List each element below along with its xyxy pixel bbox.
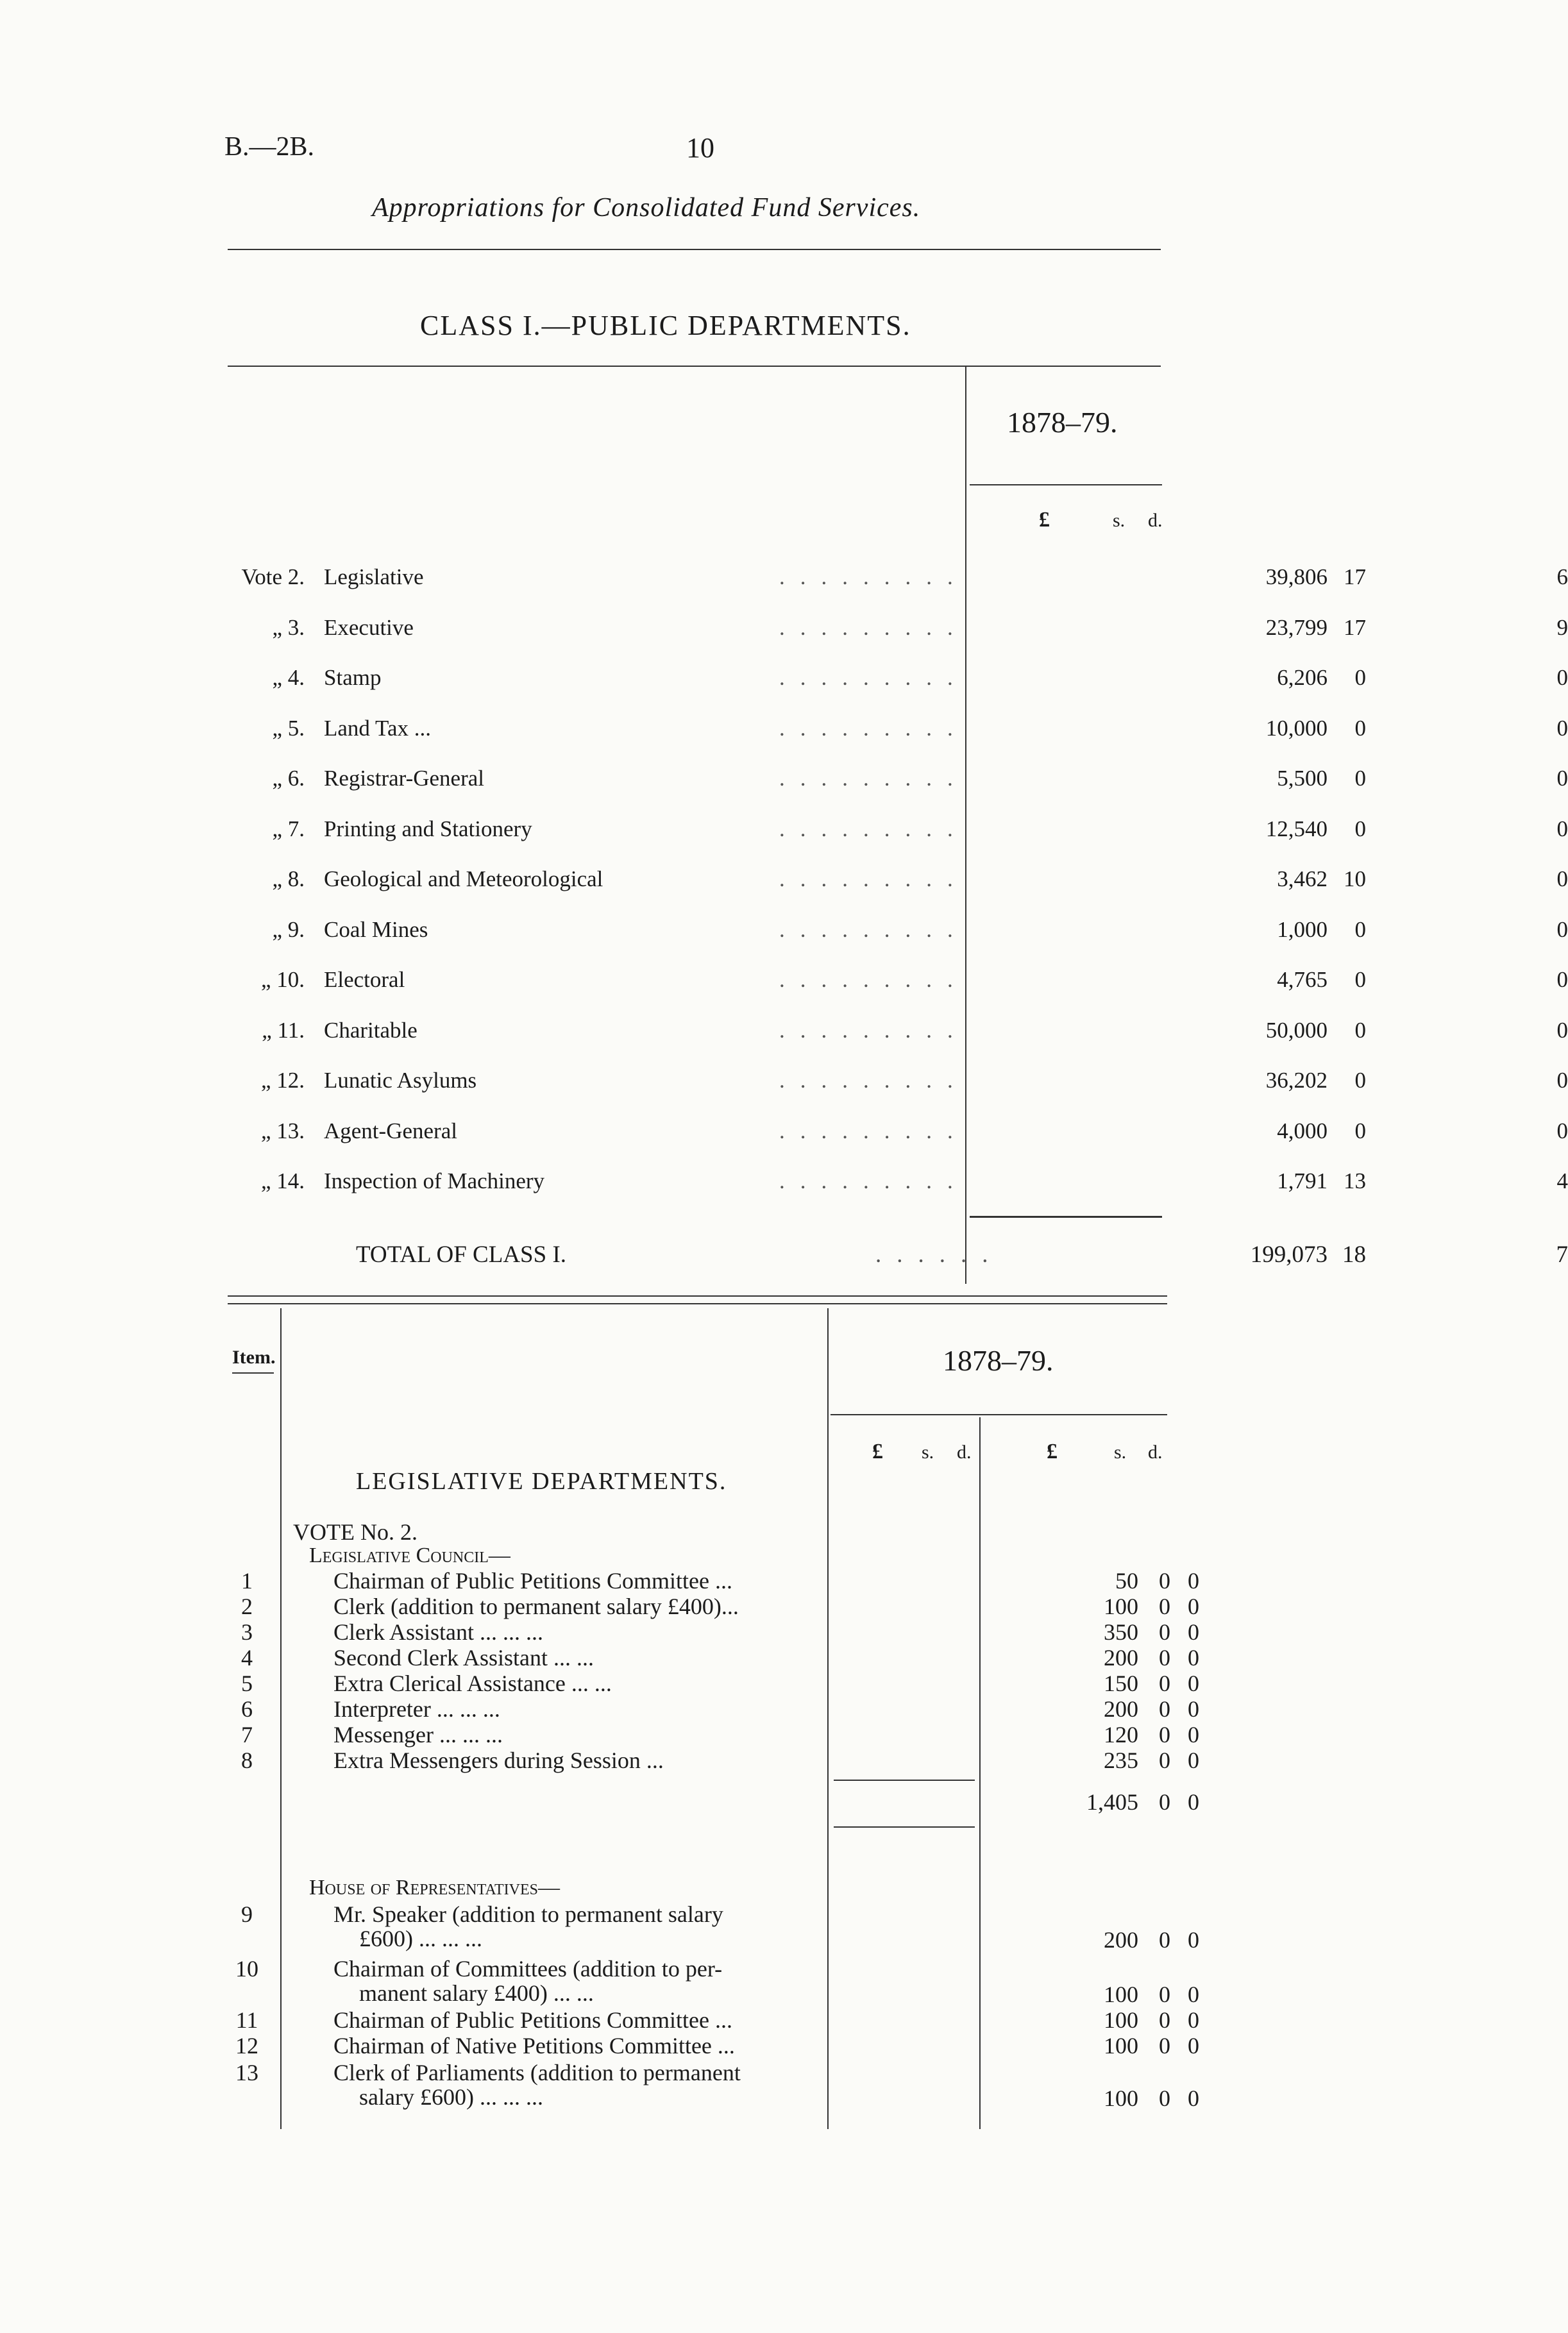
vote-pence: 0: [1556, 1017, 1568, 1043]
summary-year: 1878–79.: [1007, 406, 1118, 439]
vote-number: „ 7.: [272, 816, 305, 841]
council-heading: Legislative Council—: [309, 1544, 510, 1567]
item-number: 11: [235, 2007, 258, 2033]
item-pence: 0: [1188, 1927, 1199, 1953]
vote-shillings: 0: [1354, 1017, 1366, 1043]
vote-shillings: 13: [1344, 1168, 1366, 1193]
summary-top-rule: [228, 366, 1161, 367]
item-number: 2: [241, 1594, 253, 1619]
vote-pence: 0: [1556, 715, 1568, 741]
vote-label: Electoral: [324, 967, 405, 992]
item-label-continued: salary £600) ... ... ...: [359, 2084, 543, 2110]
vote-pounds: 4,000: [1277, 1118, 1328, 1143]
item-pence: 0: [1188, 2007, 1199, 2033]
vote-label: Land Tax ...: [324, 715, 432, 741]
item-pounds: 200: [1104, 1696, 1138, 1722]
vote-number: „ 13.: [260, 1118, 305, 1143]
summary-row: [228, 665, 1568, 707]
house-item-row: [228, 1956, 1241, 2010]
vote-pounds: 3,462: [1277, 866, 1328, 891]
item-shillings: 0: [1159, 1619, 1170, 1645]
vote-pence: 0: [1556, 967, 1568, 992]
item-label-continued: manent salary £400) ... ...: [359, 1980, 594, 2006]
item-number: 10: [235, 1956, 258, 1982]
item-label: Chairman of Public Petitions Committee ...: [333, 1568, 732, 1594]
vote-shillings: 0: [1354, 665, 1366, 690]
vote-shillings: 17: [1344, 564, 1366, 589]
vote-shillings: 0: [1354, 1068, 1366, 1093]
item-pence: 0: [1188, 1696, 1199, 1722]
page-title: Appropriations for Consolidated Fund Services.: [372, 193, 921, 223]
detail-pence-header-2: d.: [1148, 1442, 1163, 1463]
item-pounds: 235: [1104, 1748, 1138, 1773]
vote-label: Lunatic Asylums: [324, 1068, 477, 1093]
item-label: Chairman of Native Petitions Committee ...: [333, 2033, 735, 2059]
item-number: 9: [241, 1901, 253, 1927]
item-pence: 0: [1188, 1568, 1199, 1594]
vote-pounds: 50,000: [1265, 1017, 1328, 1043]
vote-shillings: 0: [1354, 816, 1366, 841]
section-title: LEGISLATIVE DEPARTMENTS.: [356, 1468, 727, 1495]
summary-bottom-rule-double: [228, 1303, 1167, 1304]
total-pounds: 199,073: [1250, 1242, 1328, 1268]
council-item-row: [228, 1671, 1241, 1697]
item-shillings: 0: [1159, 1645, 1170, 1671]
vote-shillings: 0: [1354, 1118, 1366, 1143]
summary-row: [228, 1017, 1568, 1060]
vote-number: „ 5.: [272, 715, 305, 741]
total-shillings: 18: [1342, 1242, 1366, 1268]
summary-row: [228, 916, 1568, 959]
item-column-header: Item.: [232, 1347, 276, 1368]
summary-bottom-rule: [228, 1295, 1167, 1297]
vote-label: Agent-General: [324, 1118, 457, 1143]
summary-pounds-header: £: [1039, 508, 1050, 532]
vote-label: Registrar-General: [324, 766, 485, 791]
summary-row: [228, 816, 1568, 859]
vote-number: „ 9.: [272, 916, 305, 942]
vote-shillings: 10: [1344, 866, 1366, 891]
leader-dots: .........: [779, 1068, 968, 1093]
vote-heading: VOTE No. 2.: [293, 1519, 417, 1545]
vote-pounds: 6,206: [1277, 665, 1328, 690]
house-item-row: [228, 1901, 1241, 1955]
vote-number: „ 8.: [272, 866, 305, 891]
council-item-row: [228, 1722, 1241, 1749]
vote-number: „ 6.: [272, 766, 305, 791]
item-pounds: 150: [1104, 1671, 1138, 1696]
vote-pence: 0: [1556, 766, 1568, 791]
vote-pence: 0: [1556, 1068, 1568, 1093]
vote-pence: 6: [1556, 564, 1568, 589]
summary-row: [228, 766, 1568, 808]
header-rule: [228, 249, 1161, 250]
item-label: Messenger ... ... ...: [333, 1722, 503, 1748]
item-shillings: 0: [1159, 1982, 1170, 2007]
summary-row: [228, 564, 1568, 607]
item-number: 8: [241, 1748, 253, 1773]
council-subtotal-bottom-rule: [834, 1826, 975, 1828]
item-label: Mr. Speaker (addition to permanent salary: [333, 1901, 723, 1927]
item-shillings: 0: [1159, 1671, 1170, 1696]
council-item-row: [228, 1594, 1241, 1621]
vote-number: „ 4.: [272, 665, 305, 690]
item-shillings: 0: [1159, 1748, 1170, 1773]
item-pounds: 200: [1104, 1645, 1138, 1671]
leader-dots: .........: [779, 1017, 968, 1043]
item-shillings: 0: [1159, 1722, 1170, 1748]
vote-label: Executive: [324, 614, 414, 640]
item-pence: 0: [1188, 1722, 1199, 1748]
council-item-row: [228, 1619, 1241, 1646]
item-number: 1: [241, 1568, 253, 1594]
summary-row: [228, 1118, 1568, 1161]
detail-year-rule: [830, 1414, 1167, 1415]
item-pounds: 120: [1104, 1722, 1138, 1748]
item-label: Clerk (addition to permanent salary £400)...: [333, 1594, 739, 1619]
item-pence: 0: [1188, 1619, 1199, 1645]
summary-year-rule: [970, 484, 1162, 485]
class-title: CLASS I.—PUBLIC DEPARTMENTS.: [420, 310, 911, 341]
vote-shillings: 0: [1354, 916, 1366, 942]
vote-pounds: 36,202: [1265, 1068, 1328, 1093]
vote-label: Printing and Stationery: [324, 816, 532, 841]
council-item-row: [228, 1645, 1241, 1672]
item-shillings: 0: [1159, 2033, 1170, 2059]
vote-label: Legislative: [324, 564, 424, 589]
item-shillings: 0: [1159, 2085, 1170, 2111]
item-label: Extra Clerical Assistance ... ...: [333, 1671, 612, 1696]
vote-label: Coal Mines: [324, 916, 428, 942]
summary-row: [228, 866, 1568, 909]
vote-label: Charitable: [324, 1017, 417, 1043]
item-pence: 0: [1188, 1594, 1199, 1619]
item-pence: 0: [1188, 1748, 1199, 1773]
item-number: 12: [235, 2033, 258, 2059]
house-item-row: [228, 2033, 1241, 2060]
vote-pence: 0: [1556, 816, 1568, 841]
item-label: Clerk Assistant ... ... ...: [333, 1619, 544, 1645]
vote-pence: 0: [1556, 866, 1568, 891]
detail-pence-header: d.: [957, 1442, 972, 1463]
detail-shillings-header: s.: [922, 1442, 934, 1463]
item-number: 5: [241, 1671, 253, 1696]
summary-shillings-header: s.: [1113, 510, 1125, 531]
council-subtotal-rule: [834, 1780, 975, 1781]
item-pence: 0: [1188, 2033, 1199, 2059]
vote-pounds: 1,000: [1277, 916, 1328, 942]
leader-dots: .........: [779, 665, 968, 690]
item-pence: 0: [1188, 1645, 1199, 1671]
vote-number: „ 12.: [260, 1068, 305, 1093]
leader-dots: .........: [779, 916, 968, 942]
council-item-row: [228, 1748, 1241, 1774]
summary-row: [228, 614, 1568, 657]
vote-number: „ 3.: [272, 614, 305, 640]
detail-shillings-header-2: s.: [1114, 1442, 1127, 1463]
vote-number: „ 11.: [262, 1017, 305, 1043]
council-total-pounds: 1,405: [1086, 1789, 1138, 1815]
vote-number: Vote 2.: [241, 564, 305, 589]
item-number: 3: [241, 1619, 253, 1645]
item-number: 6: [241, 1696, 253, 1722]
vote-shillings: 17: [1344, 614, 1366, 640]
leader-dots: .........: [779, 1118, 968, 1143]
vote-shillings: 0: [1354, 715, 1366, 741]
leader-dots: .........: [779, 967, 968, 992]
item-pounds: 50: [1115, 1568, 1138, 1594]
item-label: Chairman of Committees (addition to per-: [333, 1956, 723, 1982]
vote-pence: 0: [1556, 916, 1568, 942]
item-shillings: 0: [1159, 1927, 1170, 1953]
item-shillings: 0: [1159, 1696, 1170, 1722]
council-subtotal-row: [228, 1789, 1241, 1816]
item-label: Extra Messengers during Session ...: [333, 1748, 664, 1773]
item-number: 4: [241, 1645, 253, 1671]
item-pence: 0: [1188, 1671, 1199, 1696]
vote-pounds: 4,765: [1277, 967, 1328, 992]
total-label: TOTAL OF CLASS I.: [356, 1242, 567, 1268]
summary-row: [228, 967, 1568, 1009]
house-item-row: [228, 2060, 1241, 2114]
leader-dots: .........: [779, 766, 968, 791]
item-label: Interpreter ... ... ...: [333, 1696, 500, 1722]
leader-dots: .........: [779, 614, 968, 640]
vote-number: „ 14.: [260, 1168, 305, 1193]
summary-pence-header: d.: [1148, 510, 1163, 531]
leader-dots: .........: [779, 715, 968, 741]
item-pounds: 100: [1104, 2007, 1138, 2033]
vote-pounds: 23,799: [1265, 614, 1328, 640]
detail-pounds-header-2: £: [1047, 1440, 1058, 1463]
vote-pounds: 1,791: [1277, 1168, 1328, 1193]
leader-dots: .........: [779, 866, 968, 891]
vote-pounds: 10,000: [1265, 715, 1328, 741]
item-pence: 0: [1188, 2085, 1199, 2111]
vote-shillings: 0: [1354, 766, 1366, 791]
detail-year: 1878–79.: [943, 1344, 1054, 1377]
vote-pence: 4: [1556, 1168, 1568, 1193]
document-reference: B.—2B.: [224, 132, 315, 162]
summary-total-rule: [970, 1216, 1162, 1218]
vote-label: Inspection of Machinery: [324, 1168, 545, 1193]
item-pounds: 100: [1104, 1982, 1138, 2007]
council-item-row: [228, 1696, 1241, 1723]
item-pounds: 100: [1104, 2085, 1138, 2111]
summary-row: [228, 1168, 1568, 1211]
item-label: Chairman of Public Petitions Committee ...: [333, 2007, 732, 2033]
vote-pounds: 5,500: [1277, 766, 1328, 791]
item-label: Clerk of Parliaments (addition to permanent: [333, 2060, 741, 2085]
vote-pounds: 12,540: [1265, 816, 1328, 841]
item-pounds: 100: [1104, 2033, 1138, 2059]
vote-pence: 9: [1556, 614, 1568, 640]
council-total-pence: 0: [1188, 1789, 1199, 1815]
summary-row: [228, 1068, 1568, 1110]
page-number: 10: [686, 132, 714, 164]
item-pounds: 350: [1104, 1619, 1138, 1645]
vote-number: „ 10.: [260, 967, 305, 992]
leader-dots: .........: [779, 816, 968, 841]
council-total-shillings: 0: [1159, 1789, 1170, 1815]
leader-dots: .........: [779, 1168, 968, 1193]
vote-shillings: 0: [1354, 967, 1366, 992]
council-item-row: [228, 1568, 1241, 1595]
item-pounds: 200: [1104, 1927, 1138, 1953]
item-number: 7: [241, 1722, 253, 1748]
vote-label: Geological and Meteorological: [324, 866, 603, 891]
summary-total-row: [228, 1241, 1568, 1283]
vote-pence: 0: [1556, 665, 1568, 690]
total-leader-dots: ......: [875, 1242, 1004, 1268]
vote-label: Stamp: [324, 665, 382, 690]
summary-row: [228, 715, 1568, 758]
leader-dots: .........: [779, 564, 968, 589]
item-shillings: 0: [1159, 1568, 1170, 1594]
item-label-continued: £600) ... ... ...: [359, 1926, 482, 1951]
item-pence: 0: [1188, 1982, 1199, 2007]
total-pence: 7: [1556, 1242, 1568, 1268]
item-label: Second Clerk Assistant ... ...: [333, 1645, 594, 1671]
item-shillings: 0: [1159, 1594, 1170, 1619]
item-shillings: 0: [1159, 2007, 1170, 2033]
detail-pounds-header: £: [872, 1440, 883, 1463]
item-number: 13: [235, 2060, 258, 2085]
item-header-rule: [232, 1372, 274, 1374]
vote-pounds: 39,806: [1265, 564, 1328, 589]
house-item-row: [228, 2007, 1241, 2034]
house-heading: House of Representatives—: [309, 1876, 561, 1899]
vote-pence: 0: [1556, 1118, 1568, 1143]
item-pounds: 100: [1104, 1594, 1138, 1619]
